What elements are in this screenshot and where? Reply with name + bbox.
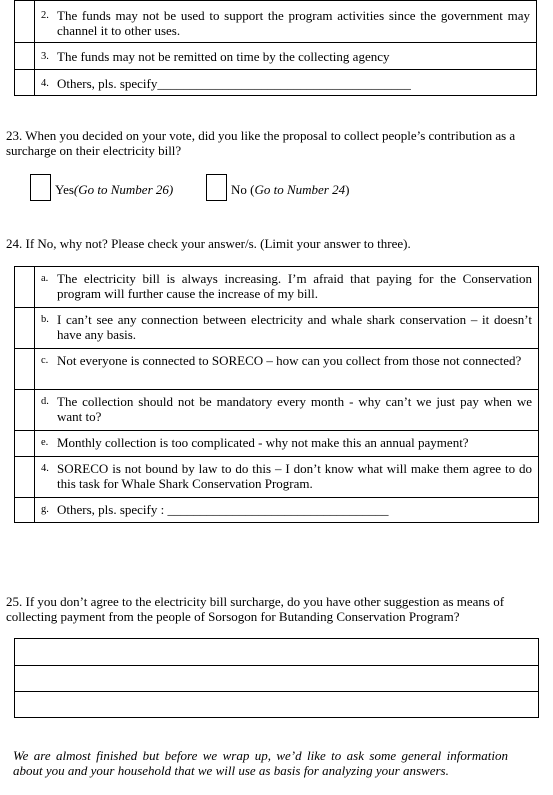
yes-checkbox[interactable]	[30, 174, 51, 201]
option-text: The funds may not be remitted on time by the collecting agency	[57, 49, 390, 64]
yes-note: (Go to Number 26)	[73, 182, 174, 197]
option-text: The electricity bill is always increasing. I’m afraid that paying for the Conservation program will further cause the increase of my bill.	[57, 271, 532, 301]
q24-options-table	[14, 266, 539, 523]
option-letter: d.	[41, 396, 49, 407]
closing-note: We are almost finished but before we wrap up, we’d like to ask some general information about you and your household that we will use as basis for analyzing your answers.	[13, 748, 508, 778]
option-letter: g.	[41, 504, 49, 515]
yes-option	[55, 182, 173, 198]
list-item	[15, 431, 539, 457]
q25-answer-box	[14, 638, 539, 718]
option-letter: c.	[41, 355, 49, 366]
no-checkbox[interactable]	[206, 174, 227, 201]
option-number: 3.	[41, 51, 49, 62]
option-letter: b.	[41, 314, 49, 325]
option-text: Monthly collection is too complicated - why not make this an annual payment?	[57, 435, 469, 450]
list-item	[15, 43, 537, 70]
checkbox[interactable]	[15, 43, 35, 70]
list-item	[15, 70, 537, 96]
list-item	[15, 1, 537, 43]
option-text: Others, pls. specify : __________________________________	[57, 502, 389, 517]
list-item	[15, 457, 539, 498]
checkbox[interactable]	[15, 349, 35, 390]
yes-label: Yes	[55, 182, 74, 197]
checkbox[interactable]	[15, 498, 35, 523]
question-23: 23. When you decided on your vote, did you like the proposal to collect people’s contribution as a surcharge on their electricity bill?	[6, 128, 516, 158]
option-letter: 4.	[41, 463, 49, 474]
list-item	[15, 267, 539, 308]
checkbox[interactable]	[15, 1, 35, 43]
option-number: 2.	[41, 10, 49, 21]
answer-line[interactable]	[15, 692, 539, 718]
list-item	[15, 498, 539, 523]
answer-line[interactable]	[15, 666, 539, 692]
option-text: I can’t see any connection between electricity and whale shark conservation – it doesn’t have any basis.	[57, 312, 532, 342]
option-text: The collection should not be mandatory every month - why can’t we just pay when we want to?	[57, 394, 532, 424]
no-note: Go to Number 24	[254, 182, 346, 197]
option-number: 4.	[41, 78, 49, 89]
option-text: The funds may not be used to support the program activities since the government may channel it to other uses.	[57, 8, 530, 38]
option-letter: a.	[41, 273, 49, 284]
checkbox[interactable]	[15, 431, 35, 457]
option-letter: e.	[41, 437, 49, 448]
question-25: 25. If you don’t agree to the electricity bill surcharge, do you have other suggestion as means of collecting payment from the people of Sorsogon for Butanding Conservation Program?	[6, 594, 505, 624]
answer-line[interactable]	[15, 639, 539, 666]
option-text: Others, pls. specify_______________________________________	[57, 76, 411, 91]
list-item	[15, 390, 539, 431]
checkbox[interactable]	[15, 70, 35, 96]
checkbox[interactable]	[15, 390, 35, 431]
list-item	[15, 308, 539, 349]
option-text: SORECO is not bound by law to do this – I don’t know what will make them agree to do this task for Whale Shark Conservation Program.	[57, 461, 532, 491]
no-option: No (Go to Number 24)	[231, 182, 350, 197]
checkbox[interactable]	[15, 457, 35, 498]
checkbox[interactable]	[15, 308, 35, 349]
checkbox[interactable]	[15, 267, 35, 308]
list-item	[15, 349, 539, 390]
no-label: No (	[231, 182, 255, 197]
question-24: 24. If No, why not? Please check your answer/s. (Limit your answer to three).	[6, 236, 411, 251]
top-options-table	[14, 0, 537, 96]
option-text: Not everyone is connected to SORECO – how can you collect from those not connected?	[57, 353, 522, 368]
